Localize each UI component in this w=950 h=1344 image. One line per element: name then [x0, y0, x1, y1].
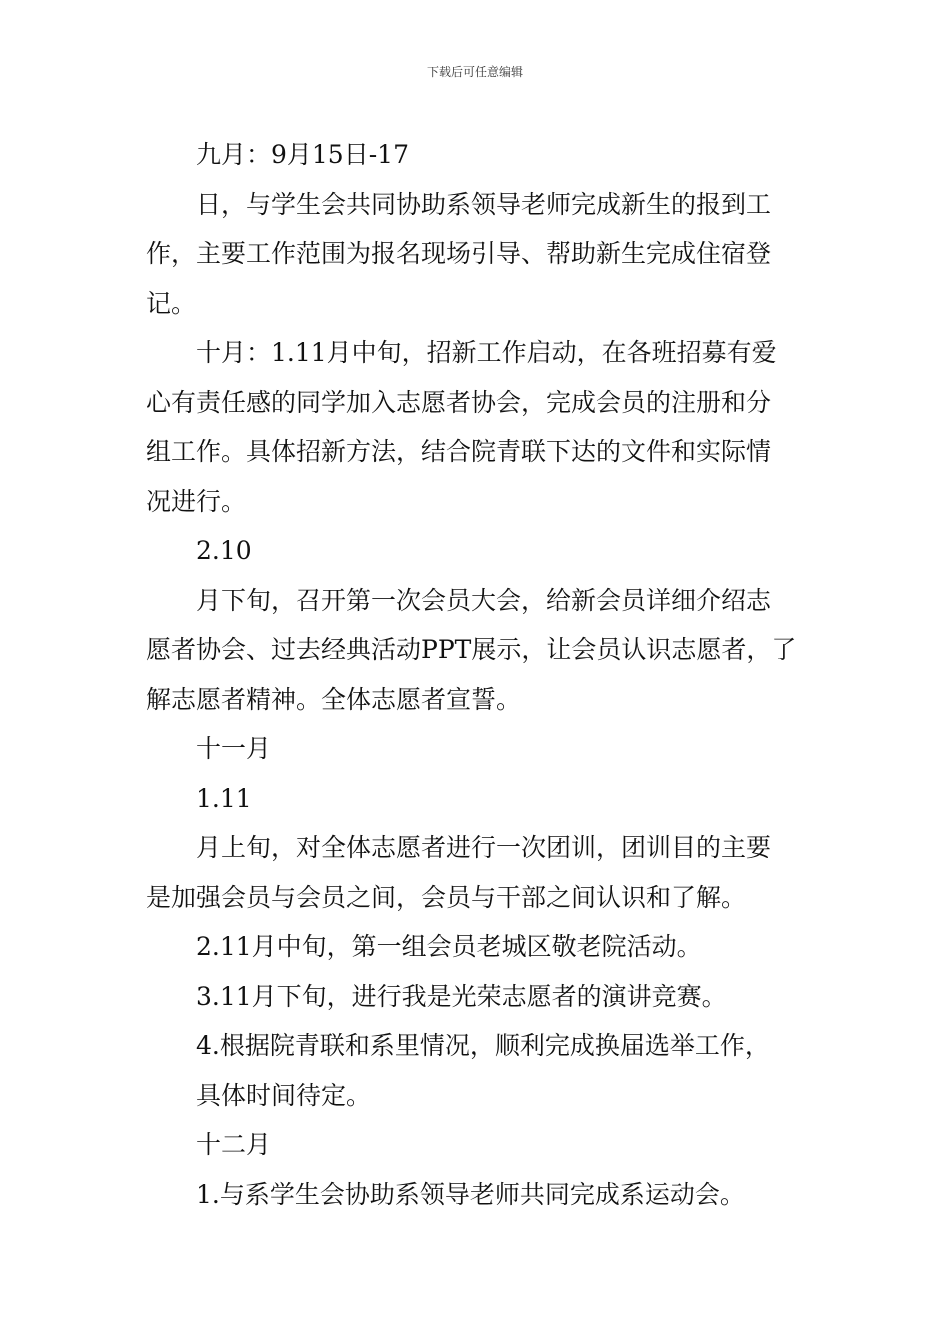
text-line: 愿者协会、过去经典活动PPT展示，让会员认识志愿者，了	[146, 635, 797, 664]
text-line: 九月：9月15日-17	[196, 140, 409, 169]
text-line: 4.根据院青联和系里情况，顺利完成换届选举工作，	[196, 1031, 770, 1060]
text-line: 月下旬，召开第一次会员大会，给新会员详细介绍志	[196, 585, 772, 615]
text-line: 记。	[146, 288, 197, 318]
text-line: 作，主要工作范围为报名现场引导、帮助新生完成住宿登	[146, 239, 772, 268]
text-line: 具体时间待定。	[196, 1080, 372, 1110]
text-line: 十月：1.11月中旬，招新工作启动，在各班招募有爱	[196, 338, 777, 367]
text-line: 1.与系学生会协助系领导老师共同完成系运动会。	[196, 1179, 745, 1209]
page-header: 下载后可任意编辑	[426, 65, 523, 79]
document-body	[146, 130, 811, 1219]
text-line: 日，与学生会共同协助系领导老师完成新生的报到工	[196, 189, 772, 219]
text-line: 1.11	[196, 783, 252, 813]
text-line: 心有责任感的同学加入志愿者协会，完成会员的注册和分	[146, 387, 772, 417]
text-line: 月上旬，对全体志愿者进行一次团训，团训目的主要	[196, 833, 772, 862]
text-line: 十一月	[196, 734, 272, 763]
text-line: 况进行。	[146, 486, 247, 516]
text-line: 组工作。具体招新方法，结合院青联下达的文件和实际情	[146, 437, 772, 466]
text-line: 是加强会员与会员之间，会员与干部之间认识和了解。	[146, 882, 747, 912]
text-line: 解志愿者精神。全体志愿者宣誓。	[146, 684, 522, 714]
text-line: 2.10	[196, 536, 252, 565]
text-line: 3.11月下旬，进行我是光荣志愿者的演讲竞赛。	[196, 981, 727, 1011]
text-line: 2.11月中旬，第一组会员老城区敬老院活动。	[196, 932, 702, 961]
text-line: 十二月	[196, 1130, 272, 1159]
